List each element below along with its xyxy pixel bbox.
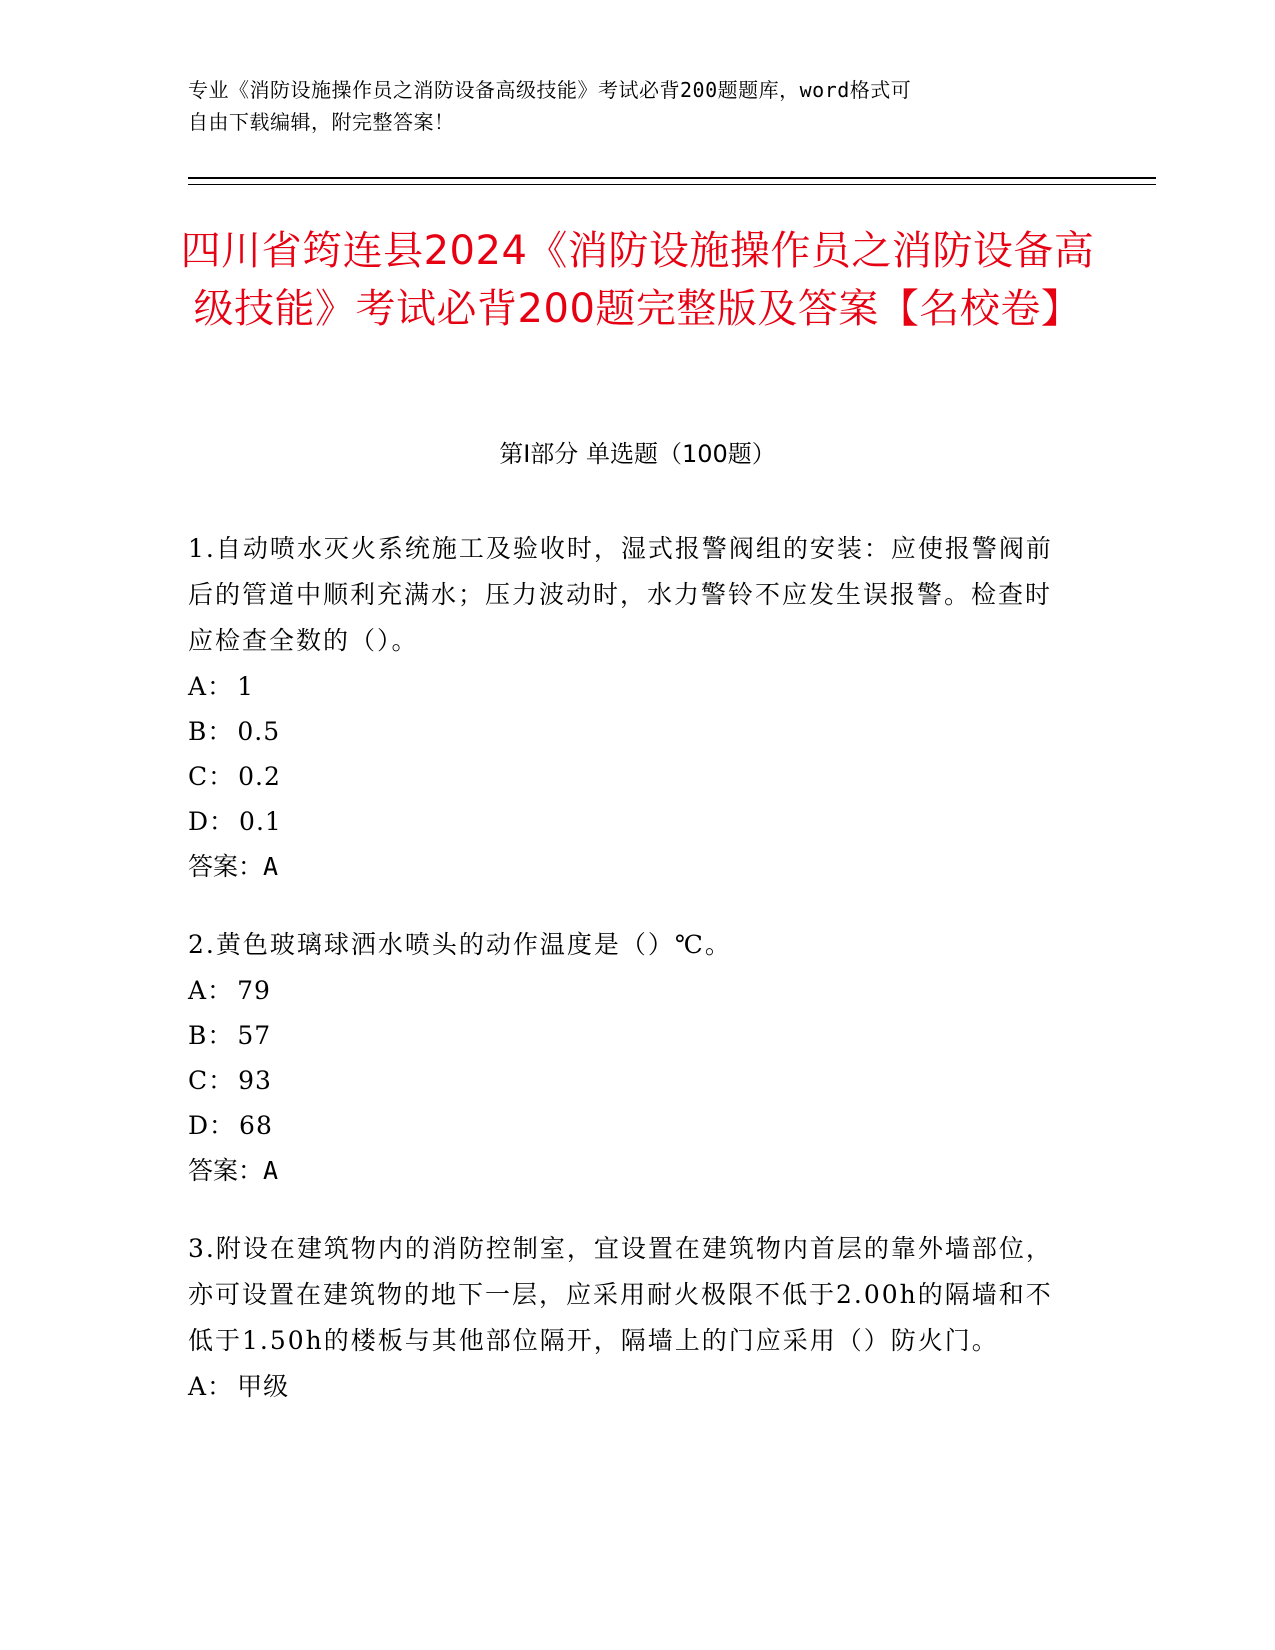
- question-stem: 3.附设在建筑物内的消防控制室，宜设置在建筑物内首层的靠外墙部位，亦可设置在建筑物的地下一层，应采用耐火极限不低于2.00h的隔墙和不低于1.50h的楼板与其他部位隔开，隔墙上的门应采用（）防火门。: [188, 1234, 1053, 1355]
- header-rule-thick: [188, 177, 1156, 179]
- option-separator: ：: [207, 1021, 234, 1050]
- header-rule-thin: [188, 184, 1156, 185]
- option-separator: ：: [209, 1111, 236, 1140]
- option-letter: A: [188, 672, 208, 701]
- option-c: [188, 1058, 1068, 1103]
- option-letter: D: [188, 807, 210, 836]
- option-text: 79: [237, 976, 271, 1005]
- option-letter: C: [188, 1066, 209, 1095]
- option-letter: A: [188, 1372, 208, 1401]
- option-text: 甲级: [237, 1372, 290, 1401]
- option-a: [188, 1364, 1068, 1409]
- option-text: 0.5: [237, 717, 281, 746]
- option-b: [188, 709, 1068, 754]
- option-text: 0.1: [239, 807, 282, 836]
- option-d: [188, 799, 1068, 844]
- question-2: [188, 922, 1068, 1194]
- option-separator: ：: [207, 1372, 234, 1401]
- answer-label: 答案：: [188, 1156, 264, 1185]
- header-note: 专业《消防设施操作员之消防设备高级技能》考试必背200题题库，word格式可 自由下载编辑，附完整答案！: [188, 78, 912, 134]
- option-separator: ：: [207, 976, 234, 1005]
- option-b: [188, 1013, 1068, 1058]
- question-3: [188, 1226, 1068, 1409]
- option-separator: ：: [207, 717, 234, 746]
- option-separator: ：: [207, 672, 234, 701]
- option-a: [188, 664, 1068, 709]
- option-c: [188, 754, 1068, 799]
- option-separator: ：: [208, 1066, 235, 1095]
- answer-value: A: [263, 852, 279, 881]
- option-letter: A: [188, 976, 208, 1005]
- question-1: [188, 526, 1068, 890]
- answer-line: [188, 1148, 1068, 1194]
- question-list: [188, 526, 1068, 1441]
- answer-label: 答案：: [188, 852, 264, 881]
- answer-value: A: [263, 1156, 279, 1185]
- option-letter: D: [188, 1111, 210, 1140]
- option-text: 68: [239, 1111, 273, 1140]
- option-letter: C: [188, 762, 209, 791]
- option-separator: ：: [208, 762, 235, 791]
- option-text: 57: [237, 1021, 272, 1050]
- section-title: 第Ⅰ部分 单选题（100题）: [499, 440, 776, 468]
- option-d: [188, 1103, 1068, 1148]
- option-text: 1: [237, 672, 254, 701]
- option-separator: ：: [209, 807, 236, 836]
- question-stem: 2.黄色玻璃球洒水喷头的动作温度是（）℃。: [188, 930, 732, 959]
- document-title: 四川省筠连县2024《消防设施操作员之消防设备高级技能》考试必背200题完整版及答案【名校卷】: [180, 228, 1095, 332]
- option-letter: B: [188, 717, 208, 746]
- question-stem: 1.自动喷水灭火系统施工及验收时，湿式报警阀组的安装：应使报警阀前后的管道中顺利充满水；压力波动时，水力警铃不应发生误报警。检查时应检查全数的（）。: [188, 534, 1053, 655]
- option-text: 0.2: [238, 762, 281, 791]
- option-a: [188, 968, 1068, 1013]
- answer-line: [188, 844, 1068, 890]
- option-text: 93: [238, 1066, 272, 1095]
- option-letter: B: [188, 1021, 208, 1050]
